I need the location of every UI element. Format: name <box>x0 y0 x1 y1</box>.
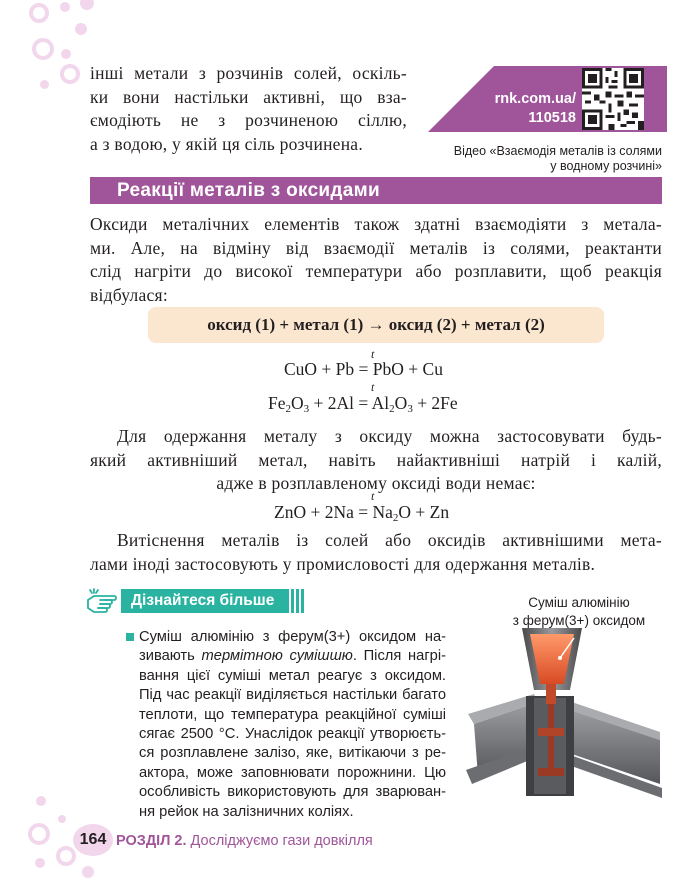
chapter-footer <box>116 831 373 851</box>
text-line: актора, може заповнювати порожнини. Цю <box>139 764 446 781</box>
tab-stripe <box>291 589 294 613</box>
paragraph-oxides <box>90 213 662 307</box>
heat-symbol: t <box>371 347 375 361</box>
text-line: адже в розплавленому оксиді води немає: <box>216 473 536 493</box>
tab-stripe <box>301 589 304 613</box>
section-title: Реакції металів з оксидами <box>117 180 380 201</box>
text-line: слід нагріти до високої температури або розплавити, щоб реакція <box>90 261 662 281</box>
qr-code-icon[interactable] <box>582 68 644 130</box>
text-line: ми. Але, на відміну від взаємодії металів із солями, реактанти <box>90 237 662 258</box>
equation-right: $Al_2O_3 + 2Fe$ <box>371 393 458 415</box>
decor-circle <box>58 815 66 823</box>
reaction-scheme: оксид (1) + метал (1) → оксид (2) + метал (2) <box>207 315 545 334</box>
caption-line: у водному розчині» <box>550 159 662 173</box>
decor-circle <box>75 23 87 35</box>
text-line: лами іноді застосовують у промисловості для одержання металів. <box>90 553 596 574</box>
decor-circle <box>36 796 46 806</box>
learn-more-title: Дізнайтеся більше <box>131 592 275 609</box>
intro-paragraph <box>90 62 407 156</box>
video-code: 110518 <box>528 110 576 126</box>
decor-circle <box>82 866 94 878</box>
equation-right: $Na_2O + Zn$ <box>372 502 450 524</box>
text-line: Під час реакції виділяється настільки багато <box>139 687 446 704</box>
text-line: а з водою, у якій ця сіль розчинена. <box>90 133 363 154</box>
decor-circle <box>28 823 50 845</box>
paragraph-industry <box>90 529 662 576</box>
equals-sign: = <box>358 393 372 413</box>
heat-symbol: t <box>371 489 375 503</box>
text-line: Витіснення металів із солей або оксидів активнішими мета- <box>117 530 662 550</box>
learn-more-text <box>139 628 446 822</box>
text-line: сягає 2500 °С. Унаслідок реакції утворюєть- <box>139 726 446 743</box>
image-caption <box>494 594 664 630</box>
decor-circle <box>56 846 76 866</box>
chapter-title: Досліджуємо гази довкілля <box>190 833 373 849</box>
decor-circle <box>61 49 71 59</box>
video-site: rnk.com.ua/ <box>494 91 576 107</box>
text-line: Для одержання металу з оксиду можна застосовувати будь- <box>117 426 662 446</box>
decor-circle <box>60 64 80 84</box>
decor-circle <box>32 38 54 60</box>
text-line: вання цієї суміші метал реагує з оксидом. <box>139 667 446 684</box>
chapter-label: РОЗДІЛ 2. <box>116 833 187 849</box>
equation-3 <box>274 501 449 523</box>
text-line: ки вони настільки активні, що вза- <box>90 86 407 107</box>
term-thermite: термітною сумішшю <box>201 648 353 665</box>
hand-pointer-icon <box>86 588 118 614</box>
equation-left: ZnO + 2Na <box>274 502 354 522</box>
text-line: особливість використовують для зварюван- <box>139 784 446 801</box>
paragraph-active-metal <box>90 425 662 496</box>
decor-circle <box>35 858 45 868</box>
caption-line: з ферум(3+) оксидом <box>512 613 646 628</box>
caption-line: Суміш алюмінію <box>528 595 630 610</box>
tab-stripe <box>296 589 299 613</box>
decor-circle <box>40 80 49 89</box>
text-line: ня рейок на залізничних коліях. <box>139 803 354 820</box>
thermite-welding-illustration <box>464 628 666 806</box>
text-line: інші метали з розчинів солей, оскіль- <box>90 63 407 83</box>
text-line: Оксиди металічних елементів також здатні взаємодіяти з метала- <box>90 214 662 234</box>
page-number: 164 <box>79 831 107 848</box>
equals-sign: = <box>358 502 373 522</box>
equation-1: CuO + Pb = PbO + Cu <box>284 359 443 379</box>
bullet-icon <box>126 633 134 641</box>
decor-circle <box>29 3 49 23</box>
video-caption <box>400 144 662 174</box>
text-line: теплоти, що температура реакційної суміші <box>139 706 446 723</box>
equation-2 <box>268 392 458 414</box>
caption-line: Відео «Взаємодія металів із солями <box>453 144 662 158</box>
video-link[interactable] <box>484 90 576 128</box>
heat-symbol: t <box>371 380 375 394</box>
equation-left: $Fe_2O_3 + 2Al$ <box>268 393 355 415</box>
text-line: який активніший метал, навіть найактивніші натрій і калій, <box>90 449 662 470</box>
text-line: відбулася: <box>90 284 168 305</box>
text-line: Суміш алюмінію з ферум(3+) оксидом на- <box>139 629 446 645</box>
text-line: зивають термітною сумішшю. Після нагрі- <box>139 648 446 665</box>
text-line: ємодіють не з розчиненою сіллю, <box>90 110 407 130</box>
text-line: ся розплавлене залізо, яке, витікаючи з ре- <box>139 745 446 762</box>
decor-circle <box>60 2 70 12</box>
decor-circle <box>80 0 94 10</box>
